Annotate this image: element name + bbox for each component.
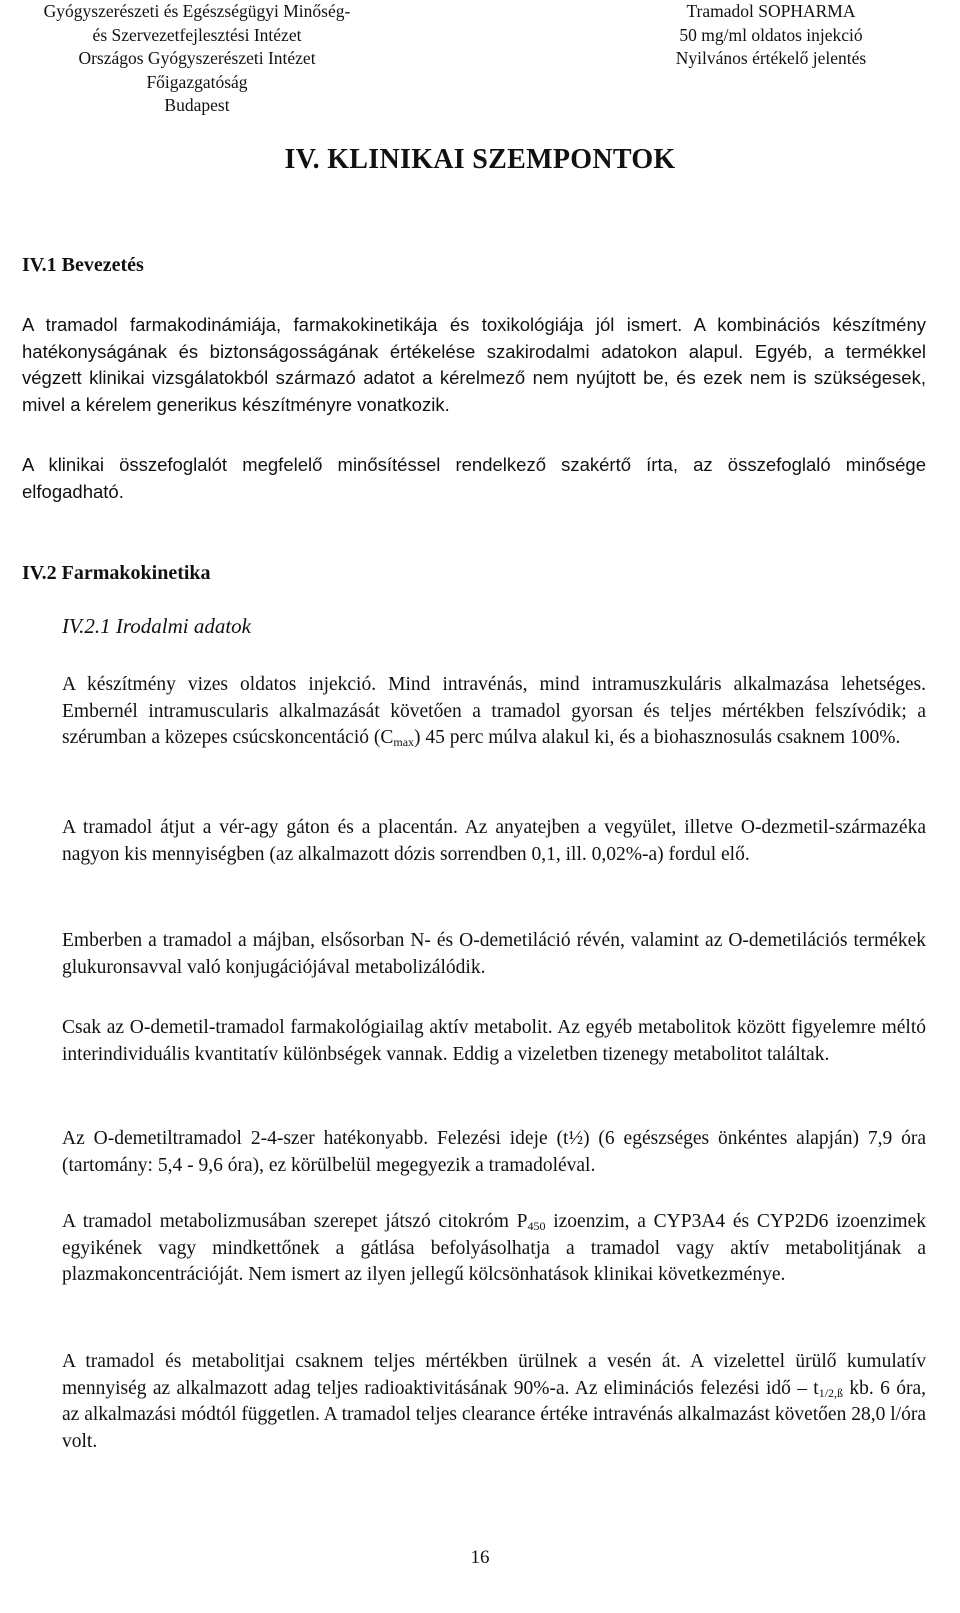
- section-heading-pharmacokinetics: IV.2 Farmakokinetika: [22, 562, 211, 584]
- intro-paragraph-2: A klinikai összefoglalót megfelelő minősítéssel rendelkező szakértő írta, az összefoglaló minősége elfogadható.: [22, 454, 926, 502]
- cmax-subscript: max: [393, 735, 415, 749]
- pk-paragraph-2: A tramadol átjut a vér-agy gáton és a placentán. Az anyatejben a vegyület, illetve O-dezmetil-származéka nagyon kis mennyiségben (az alkalmazott dózis sorrendben 0,1, ill. 0,02%-a) fordul elő.: [62, 817, 926, 865]
- section-heading-introduction: IV.1 Bevezetés: [22, 254, 144, 276]
- p450-subscript: 450: [527, 1219, 546, 1233]
- intro-paragraph-1: A tramadol farmakodinámiája, farmakokinetikája és toxikológiája jól ismert. A kombinációs készítmény hatékonyságának és biztonságosságának értékelése szakirodalmi adatokon alapul. Egyéb, a termékkel végzett klinikai vizsgálatokból származó adatot a kérelmező nem nyújtott be, és ezek nem is szükségesek, mivel a kérelem generikus készítményre vonatkozik.: [22, 314, 926, 415]
- subsection-heading-literature: IV.2.1 Irodalmi adatok: [62, 614, 251, 638]
- header-left-line: és Szervezetfejlesztési Intézet: [92, 24, 302, 45]
- header-left: [22, 0, 372, 118]
- page-number: 16: [470, 1547, 490, 1568]
- header-left-line: Országos Gyógyszerészeti Intézet: [78, 48, 316, 68]
- pk-paragraph-7: [62, 1349, 926, 1455]
- half-life-subscript: 1/2,ß: [818, 1385, 844, 1400]
- header-right-line: Tramadol SOPHARMA: [686, 1, 856, 21]
- pk-paragraph-6-text-a: A tramadol metabolizmusában szerepet játszó citokróm P: [62, 1211, 528, 1232]
- header-right-line: Nyilvános értékelő jelentés: [675, 48, 867, 68]
- pk-paragraph-1: [62, 672, 926, 752]
- pk-paragraph-1-text-a: A készítmény vizes oldatos injekció. Mind intravénás, mind intramuszkuláris alkalmazása lehetséges. Embernél intramuscularis alkalmazását követően a tramadol gyorsan és teljes mértékben felszívódik; a szérumban a közepes csúcskoncentáció (C: [62, 674, 926, 748]
- pk-paragraph-3: Emberben a tramadol a májban, elsősorban N- és O-demetiláció révén, valamint az O-demetilációs termékek glukuronsavval való konjugációjával metabolizálódik.: [62, 930, 926, 978]
- header-left-line: Budapest: [164, 95, 230, 115]
- header-left-line: Gyógyszerészeti és Egészségügyi Minőség-: [43, 1, 351, 21]
- pk-paragraph-6-text-b: izoenzim, a CYP3A4 és CYP2D6 izoenzimek egyikének vagy mindkettőnek a gátlása befolyásolhatja a tramadol vagy aktív metabolitjának a plazmakoncentrációját. Nem ismert az ilyen jellegű kölcsönhatások klinikai következménye.: [62, 1211, 926, 1285]
- pk-paragraph-6: [62, 1209, 926, 1289]
- header-right-line: 50 mg/ml oldatos injekció: [679, 24, 863, 45]
- pk-paragraph-1-text-b: ) 45 perc múlva alakul ki, és a biohasznosulás csaknem 100%.: [414, 727, 901, 748]
- pk-paragraph-7-text-a: A tramadol és metabolitjai csaknem teljes mértékben ürülnek a vesén át. A vizelettel ürülő kumulatív mennyiség az alkalmazott adag teljes radioaktivitásának 90%-a. Az eliminációs felezési idő – t: [62, 1351, 926, 1399]
- page-title: IV. KLINIKAI SZEMPONTOK: [284, 144, 676, 175]
- pk-paragraph-4: Csak az O-demetil-tramadol farmakológiailag aktív metabolit. Az egyéb metabolitok között figyelemre méltó interindividuális kvantitatív különbségek vannak. Eddig a vizeletben tizenegy metabolitot találtak.: [62, 1017, 926, 1065]
- pk-paragraph-7-text-b: kb. 6 óra, az alkalmazási módtól független. A tramadol teljes clearance értéke intravénás alkalmazást követően 28,0 l/óra volt.: [62, 1377, 926, 1452]
- header-right: [646, 0, 896, 71]
- header-left-line: Főigazgatóság: [146, 71, 248, 92]
- pk-paragraph-5: Az O-demetiltramadol 2-4-szer hatékonyabb. Felezési ideje (t½) (6 egészséges önkéntes alapján) 7,9 óra (tartomány: 5,4 - 9,6 óra), ez körülbelül megegyezik a tramadoléval.: [62, 1128, 926, 1176]
